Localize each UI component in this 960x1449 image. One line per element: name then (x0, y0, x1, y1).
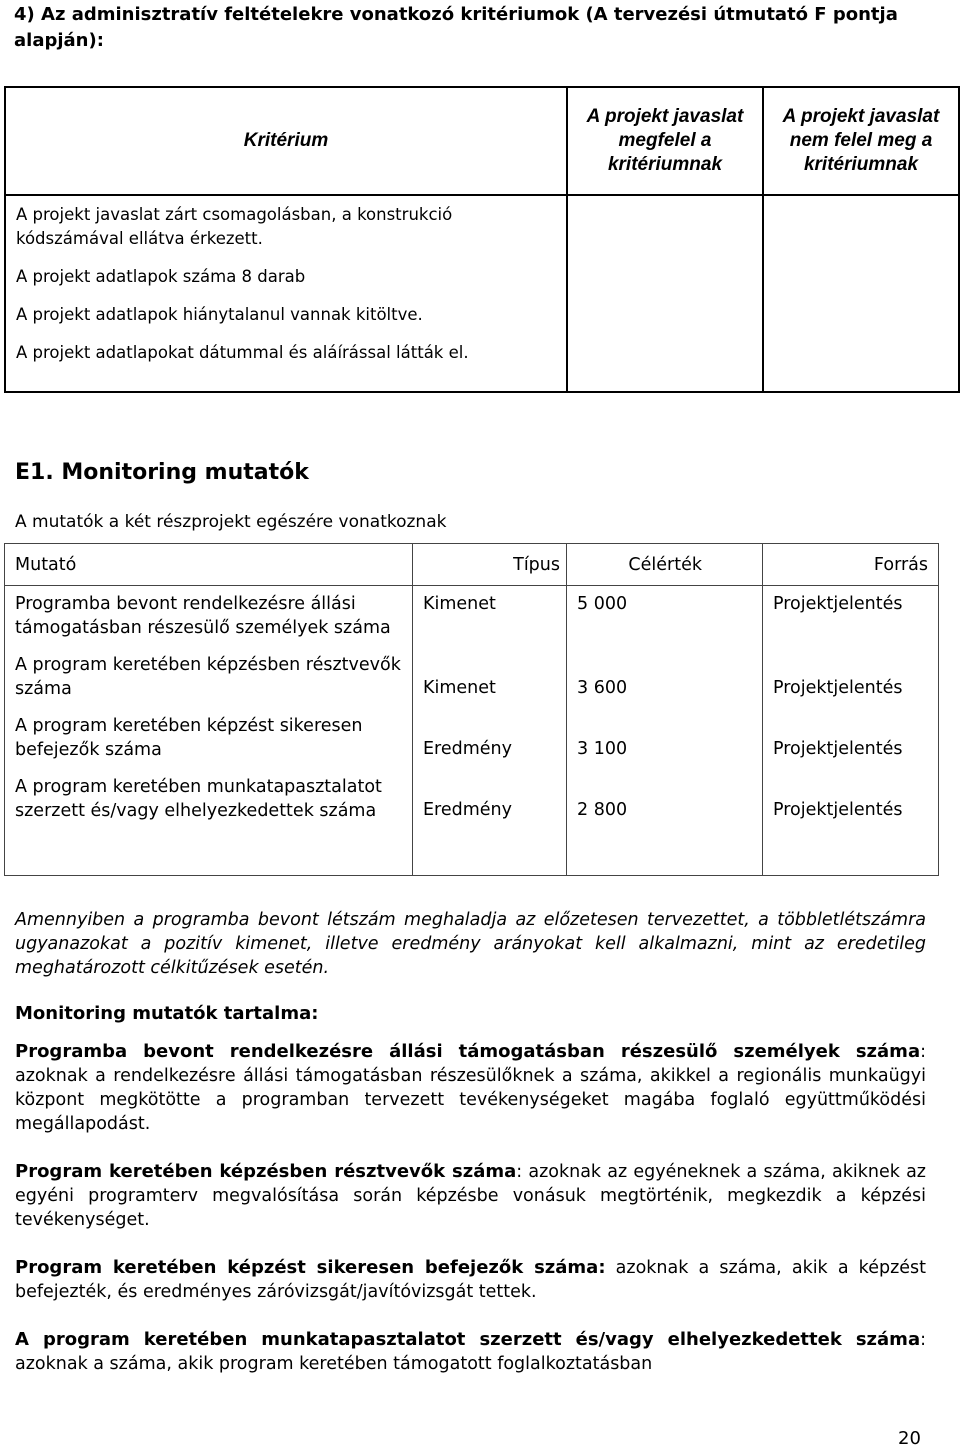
monitoring-subtitle: A mutatók a két részprojekt egészére vonatkoznak (15, 512, 447, 532)
target-header: Célérték (567, 544, 763, 586)
definition-text: : azoknak az egyéneknek a száma, akiknek az egyéni programterv megvalósítása során képzésbe vonásuk megtörténik, megkezdik a képzési tevékenységet. (15, 1162, 926, 1230)
contents-heading: Monitoring mutatók tartalma: (15, 1003, 319, 1024)
indicator-target: 3 100 (577, 739, 628, 759)
note-paragraph: Amennyiben a programba bevont létszám meghaladja az előzetesen tervezettet, a többletlétszámra ugyanazokat a pozitív kimenet, illetve eredmény arányokat kell alkalmazni, mint az eredetileg meghatározott célkitűzések esetén. (15, 910, 926, 978)
definition-text: : azoknak a rendelkezésre állási támogatásban részesülőknek a száma, akikkel a regionális munkaügyi központ megkötötte a programban tervezett tevékenységeket magába foglaló együttműködési megállapodást. (15, 1042, 926, 1134)
indicator-target: 2 800 (577, 800, 628, 820)
criterion-item: A projekt adatlapok száma 8 darab (16, 267, 306, 286)
indicator-source: Projektjelentés (773, 800, 903, 820)
criterion-header: Kritérium (5, 87, 567, 195)
definition-term: A program keretében munkatapasztalatot szerzett és/vagy elhelyezkedettek száma (15, 1329, 921, 1350)
source-column (763, 586, 939, 876)
meets-header: A projekt javaslat megfelel a kritériumnak (567, 87, 763, 195)
indicator-name: A program keretében képzést sikeresen befejezők száma (15, 716, 363, 760)
criteria-list (5, 195, 567, 392)
definition-term: Program keretében képzést sikeresen befejezők száma: (15, 1257, 606, 1278)
criteria-table-header (5, 87, 959, 195)
criteria-table-body (5, 195, 959, 392)
target-column (567, 586, 763, 876)
section-heading: 4) Az adminisztratív feltételekre vonatkozó kritériumok (A tervezési útmutató F pontja alapján): (14, 4, 898, 51)
definition-paragraph (15, 1160, 926, 1232)
indicator-type: Kimenet (423, 678, 496, 698)
page-number: 20 (898, 1428, 921, 1449)
definition-text: : azoknak a száma, akik program keretében támogatott foglalkoztatásban (15, 1330, 926, 1374)
type-header: Típus (413, 544, 567, 586)
indicator-target: 5 000 (577, 594, 628, 614)
meets-cell[interactable] (567, 195, 763, 392)
definition-term: Program keretében képzésben résztvevők száma (15, 1161, 517, 1182)
indicators-header (5, 544, 939, 586)
indicator-source: Projektjelentés (773, 678, 903, 698)
monitoring-title: E1. Monitoring mutatók (15, 460, 309, 485)
criterion-item: A projekt adatlapok hiánytalanul vannak kitöltve. (16, 305, 423, 324)
definition-paragraph (15, 1256, 926, 1304)
indicator-name: A program keretében munkatapasztalatot szerzett és/vagy elhelyezkedettek száma (15, 777, 382, 821)
indicators-table (4, 543, 939, 876)
indicator-name: A program keretében képzésben résztvevők száma (15, 655, 401, 699)
definition-paragraph (15, 1328, 926, 1376)
indicator-type: Eredmény (423, 739, 513, 759)
not-meets-cell[interactable] (763, 195, 959, 392)
source-header: Forrás (763, 544, 939, 586)
not-meets-header: A projekt javaslat nem felel meg a kritériumnak (763, 87, 959, 195)
type-column (413, 586, 567, 876)
criterion-item: A projekt javaslat zárt csomagolásban, a konstrukció kódszámával ellátva érkezett. (16, 205, 453, 248)
criterion-item: A projekt adatlapokat dátummal és aláírással látták el. (16, 343, 469, 362)
indicator-name: Programba bevont rendelkezésre állási támogatásban részesülő személyek száma (15, 594, 391, 638)
indicator-target: 3 600 (577, 678, 628, 698)
indicator-column (5, 586, 413, 876)
indicator-type: Kimenet (423, 594, 496, 614)
definition-paragraph (15, 1040, 926, 1136)
indicator-type: Eredmény (423, 800, 513, 820)
criteria-table (4, 86, 960, 393)
definition-term: Programba bevont rendelkezésre állási támogatásban részesülő személyek száma (15, 1041, 921, 1062)
indicator-source: Projektjelentés (773, 594, 903, 614)
indicators-body (5, 586, 939, 876)
indicator-source: Projektjelentés (773, 739, 903, 759)
indicator-header: Mutató (5, 544, 413, 586)
definition-text: azoknak a száma, akik a képzést befejezték, és eredményes záróvizsgát/javítóvizsgát tettek. (15, 1258, 926, 1302)
